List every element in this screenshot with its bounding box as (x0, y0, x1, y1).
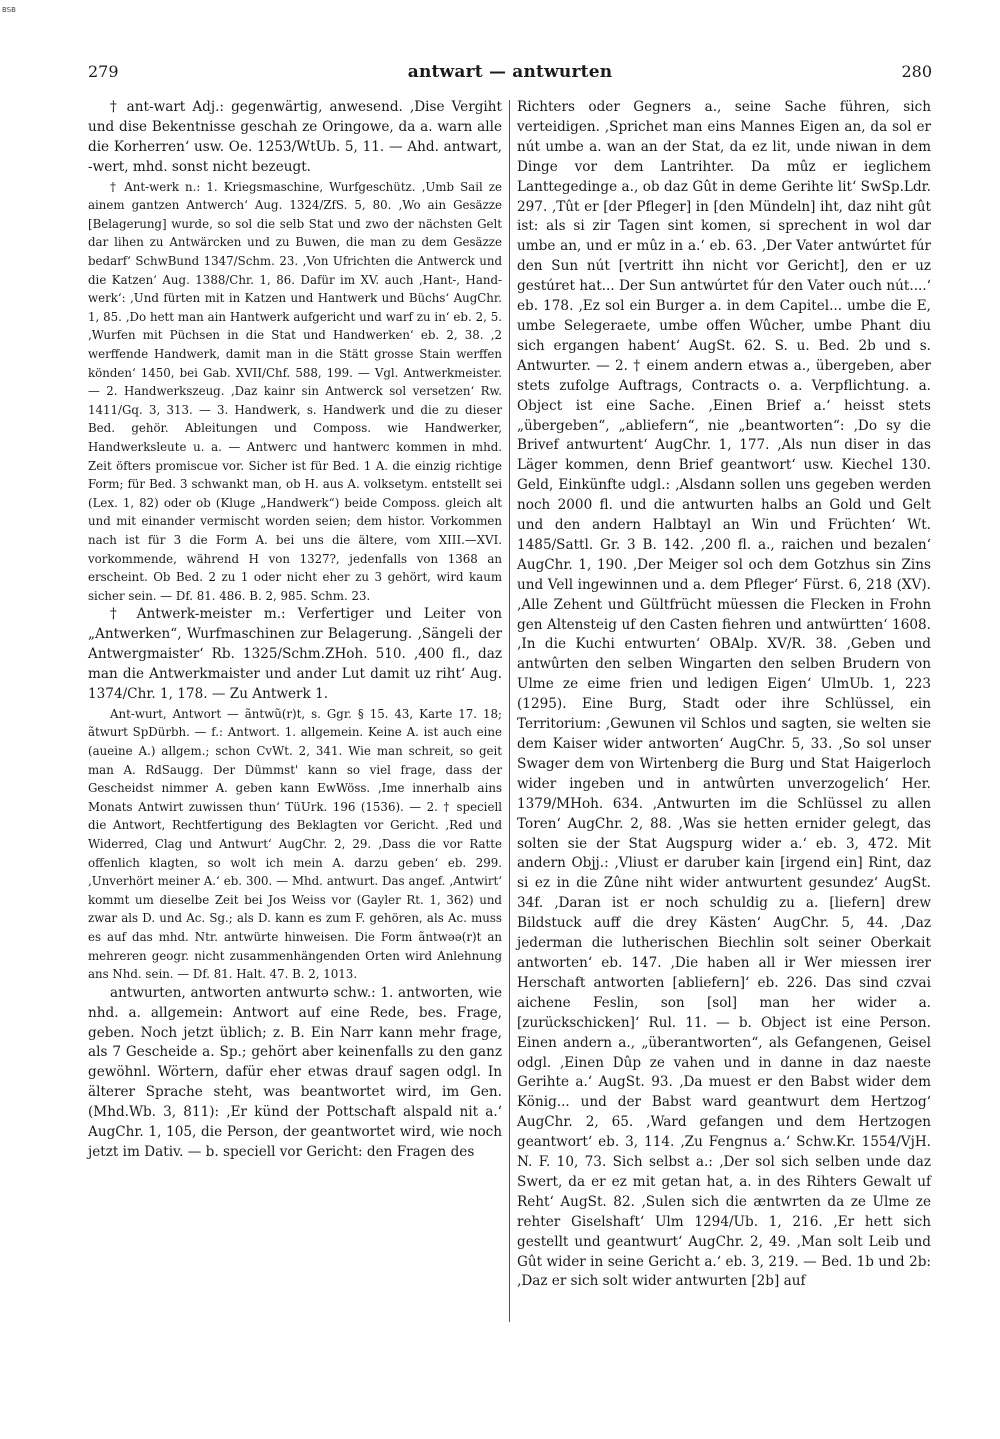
entry-antwart: † ant-wart Adj.: gegenwärtig, anwesend. ‚Dise Vergiht und dise Bekentnisse geschah ze Oringowe, da a. warn alle die Korherren‘ usw. Oe. 1253/WtUb. 5, 11. — Ahd. antwart, -wert, mhd. sonst nicht bezeugt. (88, 99, 502, 175)
entry-antwerk: † Ant-werk n.: 1. Kriegsmaschine, Wurfgeschütz. ‚Umb Sail ze ainem gantzen Antwerch‘ Aug. 1324/ZfS. 5, 80. ‚Wo ain Gesäzze [Belagerung] wurde, so sol die selb Stat und zwo der nächsten Gelt dar lihen zu Antwärcken und zu Buwen, die man zu dem Gesäzze bedarf‘ SchwBund 1347/Schm. 23. ‚Von Ufrichten die Antwerck und die Katzen‘ Aug. 1388/Chr. 1, 86. Dafür im XV. auch ‚Hant-, Hand-werk‘: ‚Und fürten mit in Katzen und Hantwerk und Büchs‘ AugChr. 1, 85. ‚Do hett man ain Hantwerk aufgericht und warf zu in‘ eb. 2, 5. ‚Wurfen mit Püchsen in die Stat und Handwerken‘ eb. 2, 38. ‚2 werffende Handwerk, damit man in die Stätt grosse Stain werffen könden‘ 1450, bei Gab. XVII/Chf. 588, 199. — Vgl. Antwerkmeister. — 2. Handwerkszeug. ‚Daz kainr sin Antwerck sol versetzen‘ Rw. 1411/Gq. 3, 313. — 3. Handwerk, s. Handwerk und die zu dieser Bed. gehör. Ableitungen und Composs. wie Handwerker, Handwerksleute u. a. — Antwerc und hantwerc kommen in mhd. Zeit öfters promiscue vor. Sicher ist für Bed. 1 A. die einzig richtige Form; für Bed. 3 schwankt man, ob H. aus A. volksetym. entstellt sei (Lex. 1, 82) oder ob (Kluge „Handwerk“) beide Composs. gleich alt und mit einander vermischt worden seien; dem histor. Vorkommen nach ist für 3 die Form A. bei uns die ältere, vom XIII.—XVI. vorkommende, während H von 1327?, jedenfalls von 1368 an erscheint. Ob Bed. 2 zu 1 oder nicht eher zu 3 gehört, wird kaum sicher sein. — Df. 81. 486. B. 2, 985. Schm. 23. (88, 179, 502, 603)
column-divider (509, 100, 510, 1322)
entry-antwurten-continued: Richters oder Gegners a., seine Sache führen, sich verteidigen. ‚Sprichet man eins Mannes Eigen an, da sol er nút umbe a. wan an der Stat, da ez lit, unde niwan in dem Dinge vor dem Lantrihter. Da mûz er ieglichem Lanttegedinge a., ob daz Gût in deme Gerihte lit‘ SwSp.Ldr. 297. ‚Tût er [der Pfleger] in [den Mündeln] iht, daz niht gût ist: als si zir Tagen sint komen, si sprechent in wol dar umbe an, und er mûz in a.‘ eb. 63. ‚Der Vater antwúrtet fúr den Sun nút [vertritt ihn nicht vor Gericht], den er uz gestúret hat... Der Sun antwúrtet fúr den Vater ouch nút....‘ eb. 178. ‚Ez sol ein Burger a. in dem Capitel... umbe die E, umbe Selegeraete, umbe offen Wûcher, umbe Phant diu sich ergangen habent‘ AugSt. 62. S. u. Bed. 2b und s. Antwurter. — 2. † einem andern etwas a., übergeben, aber stets zufolge Auftrags, Contracts o. a. Verpflichtung. a. Object ist eine Sache. ‚Einen Brief a.‘ heisst stets „übergeben“, „abliefern“, nie „beantworten“: ‚Do sy die Brivef antwurtent‘ AugChr. 1, 177. ‚Als nun diser in das Läger kommen, denn Brief geantwort‘ usw. Kiechel 130. Geld, Einkünfte udgl.: ‚Alsdann sollen uns gegeben werden noch 2000 fl. und die antwurten halbs an Gold und Gelt und den andern Halbtayl an Win und Früchten‘ Wt. 1485/Sattl. Gr. 3 B. 142. ‚200 fl. a., raichen und bezalen‘ AugChr. 1, 190. ‚Der Meiger sol och dem Gotzhus sin Zins und Vell ingewinnen und a. dem Pfleger‘ Fürst. 6, 218 (XV). ‚Alle Zehent und Gültfrücht müessen die Flecken in Frohn gen Altensteig uf den Casten fiehren und antwürtten‘ 1608. ‚In die Kuchi entwurten‘ OBAlp. XV/R. 38. ‚Geben und antwûrten den selben Wingarten den selben Brudern von Ulme ze eime frien und ledigen Eigen‘ UlmUb. 1, 223 (1295). Eine Burg, Stadt oder ihre Schlüssel, ein Territorium: ‚Gewunen vil Schlos und sagten, sie welten sie dem Kaiser wider antworten‘ AugChr. 5, 33. ‚So sol unser Swager dem von Wirtenberg die Burg und Stat Haigerloch wider ingeben und in antwûrten unverzogelich‘ Her. 1379/MHoh. 634. ‚Antwurten im die Schlüssel zu allen Toren‘ AugChr. 2, 88. ‚Was sie hetten ernider gelegt, das solten sie der Stat Augspurg wider a.‘ eb. 3, 472. Mit andern Objj.: ‚Vliust er daruber kain [irgend ein] Rint, daz si ez in die Zûne niht wider antwurtent gesundez‘ AugSt. 34f. ‚Daran ist er noch schuldig zu a. [liefern] drew Bildstuck auff die drey Kästen‘ AugChr. 5, 44. ‚Daz jederman die lutherischen Biechlin solt seiner Oberkait antworten‘ eb. 147. ‚Die haben all ir Wer miessen irer Herschaft antworten [abliefern]‘ eb. 226. Das sind czvai aichene Feslin, son [sol] man her wider a. [zurückschicken]‘ Rul. 11. — b. Object ist eine Person. Einen andern a., „überantworten“, als Gefangenen, Geisel odgl. ‚Einen Dûp ze vahen und in danne in daz naeste Gerihte a.‘ AugSt. 93. ‚Da muest er den Babst wider dem König... und der Babst ward geantwurt dem Hertzog‘ AugChr. 2, 65. ‚Ward gefangen und dem Hertzogen geantwort‘ eb. 3, 114. ‚Zu Fengnus a.‘ Schw.Kr. 1554/VjH. N. F. 10, 73. Sich selbst a.: ‚Der sol sich selben unde daz Swert, da er ez mit getan hat, a. in des Rihters Gewalt uf Reht‘ AugSt. 82. ‚Sulen sich die æntwrten da ze Ulme ze rehter Giselshaft‘ Ulm 1294/Ub. 1, 216. ‚Er hett sich gestellt und geantwurt‘ AugChr. 2, 49. ‚Man solt Leib und Gût wider in seine Gericht a.‘ eb. 3, 219. — Bed. 1b und 2b: ‚Daz er sich solt wider antwurten [2b] auf (517, 99, 931, 1290)
right-column (517, 98, 931, 1292)
entry-antwerk-meister: † Antwerk-meister m.: Verfertiger und Leiter von „Antwerken“, Wurfmaschinen zur Belagerung. ‚Sängeli der Antwergmaister‘ Rb. 1325/Schm.ZHoh. 510. ‚400 fl., daz man die Antwerkmaister und ander Lut damit uz riht‘ Aug. 1374/Chr. 1, 178. — Zu Antwerk 1. (88, 606, 502, 702)
left-column (88, 98, 502, 1163)
left-page-number: 279 (88, 62, 119, 81)
entry-antwurt: Ant-wurt, Antwort — ãntwũ(r)t, s. Ggr. § 15. 43, Karte 17. 18; ãtwurt SpDürbh. — f.: Antwort. 1. allgemein. Keine A. ist auch eine (aueine A.) allgem.; schon CvWt. 2, 341. Wie man schreit, so geit man A. RdSaugg. Der Dümmst' kann so viel frage, dass der Gescheidst nimmer A. geben kann EwWöss. ‚Ime innerhalb ains Monats Antwirt zuwissen thun‘ TüUrk. 196 (1536). — 2. † speciell die Antwort, Rechtfertigung des Beklagten vor Gericht. ‚Red und Widerred, Clag und Antwurt‘ AugChr. 2, 29. ‚Dass die vor Ratte offenlich klagten, so wolt ich mein A. darzu geben‘ eb. 299. ‚Unverhört meiner A.‘ eb. 300. — Mhd. antwurt. Das angef. ‚Antwirt‘ kommt um dieselbe Zeit bei Jos Weiss vor (Gayler Rt. 1, 362) und zwar als D. und Ac. Sg.; als D. kann es zum F. gehören, als Ac. muss es auf das mhd. Ntr. antwürte hinweisen. Die Form ãntwǝǝ(r)t an mehreren geogr. nicht zusammenhängenden Orten wird Anlehnung ans Nhd. sein. — Df. 81. Halt. 47. B. 2, 1013. (88, 706, 502, 982)
library-stamp: BSB (2, 6, 16, 14)
running-title: antwart — antwurten (407, 62, 613, 82)
entry-antwurten: antwurten, antworten antwurtǝ schw.: 1. antworten, wie nhd. a. allgemein: Antwort auf eine Rede, bes. Frage, geben. Noch jetzt üblich; z. B. Ein Narr kann mehr frage, als 7 Gescheide a. Sp.; gehört aber keinenfalls zu den ganz gewöhnl. Wörtern, dafür eher etwas drauf sagen odgl. In älterer Sprache steht, was beantwortet wird, im Gen. (Mhd.Wb. 3, 811): ‚Er künd der Pottschaft alspald nit a.‘ AugChr. 1, 105, die Person, der geantwortet wird, wie noch jetzt im Dativ. — b. speciell vor Gericht: den Fragen des (88, 984, 502, 1160)
right-page-number: 280 (901, 62, 932, 81)
page-header (88, 62, 932, 88)
